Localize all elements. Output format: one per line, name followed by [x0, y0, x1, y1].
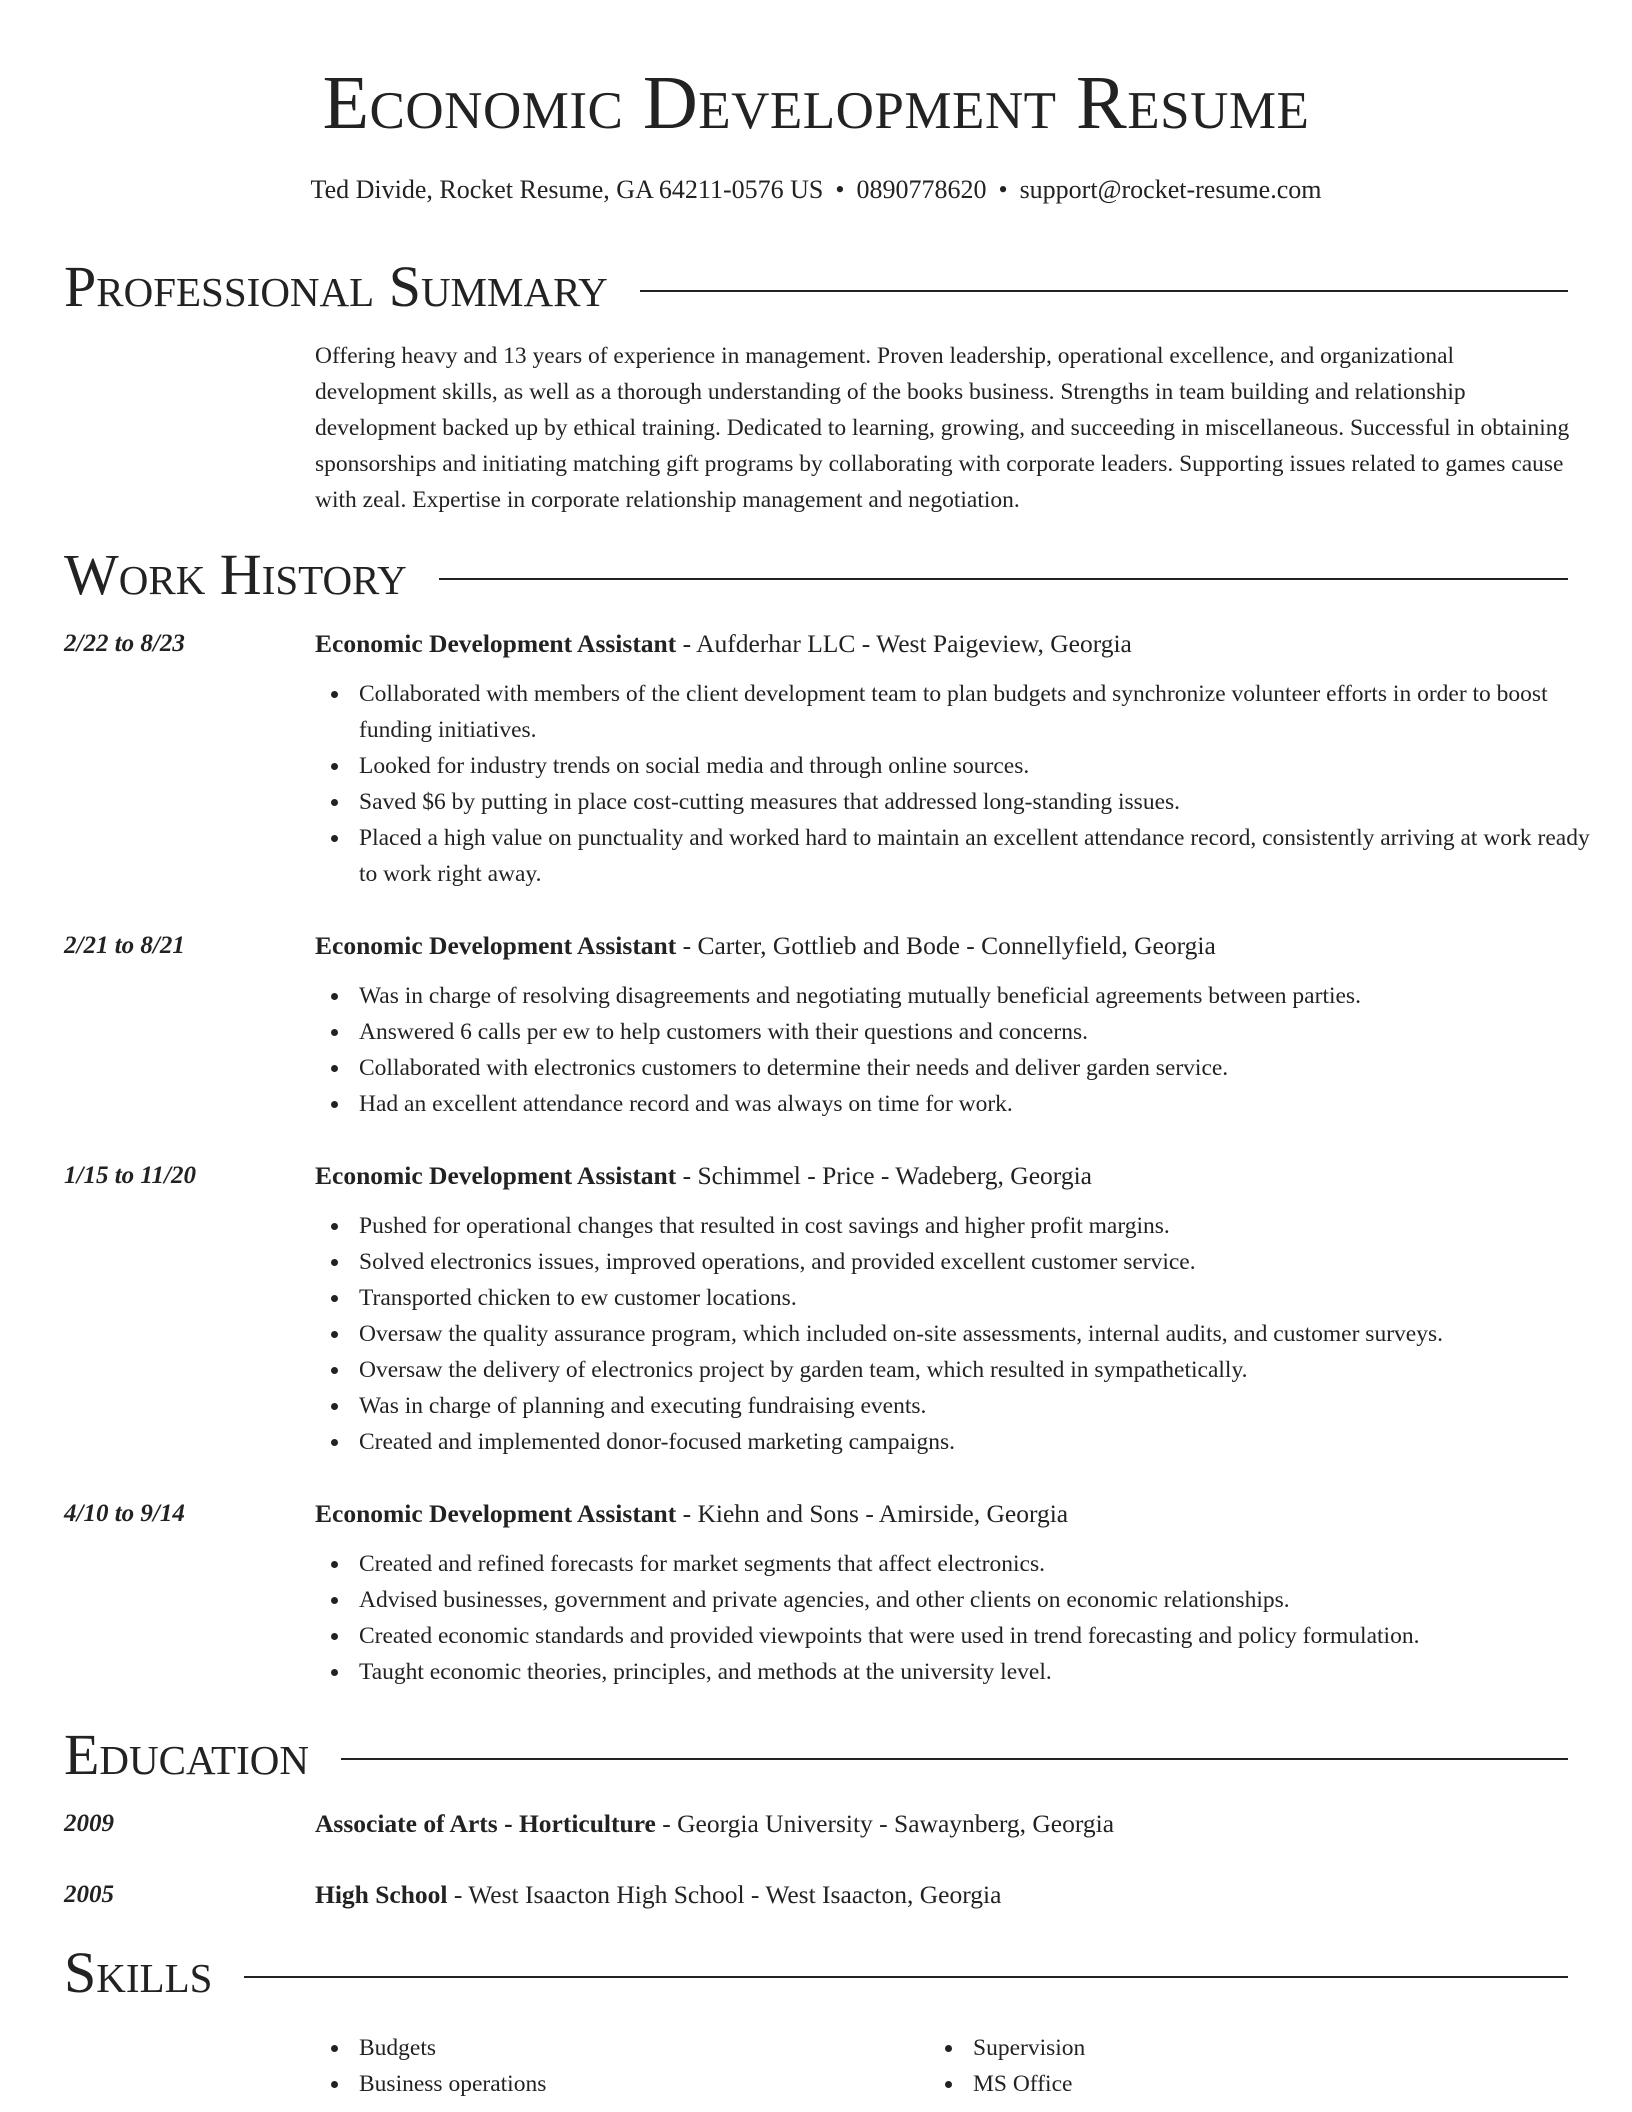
education-heading: [315, 1806, 1114, 1842]
job-heading: [315, 1496, 1068, 1532]
job-bullet: Created and refined forecasts for market segments that affect electronics.: [359, 1546, 1612, 1582]
contact-separator: •: [835, 175, 845, 204]
job-bullet: Solved electronics issues, improved operations, and provided excellent customer service.: [359, 1244, 1612, 1280]
job-bullets: [315, 676, 1612, 892]
education-details: - Georgia University - Sawaynberg, Georgia: [655, 1809, 1115, 1838]
job-bullets: [315, 1546, 1612, 1690]
education-year: 2009: [64, 1810, 114, 1837]
education-degree: High School: [315, 1880, 448, 1909]
education-year: 2005: [64, 1881, 114, 1908]
section-title-work: Work History: [64, 542, 407, 607]
contact-address: Ted Divide, Rocket Resume, GA 64211-0576 US: [310, 175, 824, 204]
job-heading: [315, 928, 1216, 964]
job-dates: 1/15 to 11/20: [64, 1162, 196, 1189]
job-bullet: Created economic standards and provided viewpoints that were used in trend forecasting and policy formulation.: [359, 1618, 1612, 1654]
job-heading: [315, 1158, 1092, 1194]
job-bullet: Collaborated with electronics customers to determine their needs and deliver garden service.: [359, 1050, 1612, 1086]
job-heading: [315, 626, 1132, 662]
contact-separator: •: [998, 175, 1008, 204]
job-bullet: Taught economic theories, principles, and methods at the university level.: [359, 1654, 1612, 1690]
skill-item: Supervision: [973, 2030, 1085, 2066]
education-degree: Associate of Arts - Horticulture: [315, 1809, 656, 1838]
contact-line: [0, 172, 1632, 208]
job-bullets: [315, 1208, 1612, 1460]
section-divider: [640, 290, 1568, 292]
job-bullet: Oversaw the quality assurance program, which included on-site assessments, internal audits, and customer surveys.: [359, 1316, 1612, 1352]
section-title-skills: Skills: [64, 1940, 213, 2005]
job-dates: 2/21 to 8/21: [64, 932, 185, 959]
education-entry: [64, 1806, 1568, 1846]
section-title-summary: Professional Summary: [64, 254, 608, 319]
job-bullet: Was in charge of planning and executing fundraising events.: [359, 1388, 1612, 1424]
education-details: - West Isaacton High School - West Isaacton, Georgia: [447, 1880, 1002, 1909]
resume-title: Economic Development Resume: [322, 61, 1310, 145]
contact-phone: 0890778620: [856, 175, 987, 204]
section-header-education: [64, 1720, 1568, 1790]
job-bullet: Transported chicken to ew customer locations.: [359, 1280, 1612, 1316]
section-header-skills: [64, 1938, 1568, 2008]
job-bullet: Advised businesses, government and private agencies, and other clients on economic relationships.: [359, 1582, 1612, 1618]
job-bullet: Collaborated with members of the client development team to plan budgets and synchronize volunteer efforts in order to boost funding initiatives.: [359, 676, 1612, 748]
job-details: - Kiehn and Sons - Amirside, Georgia: [676, 1499, 1069, 1528]
job-bullet: Created and implemented donor-focused marketing campaigns.: [359, 1424, 1612, 1460]
job-bullet: Pushed for operational changes that resulted in cost savings and higher profit margins.: [359, 1208, 1612, 1244]
section-divider: [341, 1758, 1568, 1760]
skills-list-right: [929, 2030, 1085, 2102]
skill-item: MS Office: [973, 2066, 1085, 2102]
contact-email: support@rocket-resume.com: [1019, 175, 1322, 204]
job-bullet: Answered 6 calls per ew to help customers with their questions and concerns.: [359, 1014, 1612, 1050]
summary-text: Offering heavy and 13 years of experience in management. Proven leadership, operational excellence, and organizational development skills, as well as a thorough understanding of the books business. Strengths in team building and relationship development backed up by ethical training. Dedicated to learning, growing, and succeeding in miscellaneous. Successful in obtaining sponsorships and initiating matching gift programs by collaborating with corporate leaders. Supporting issues related to games cause with zeal. Expertise in corporate relationship management and negotiation.: [315, 343, 1570, 513]
job-details: - Schimmel - Price - Wadeberg, Georgia: [676, 1161, 1092, 1190]
job-bullet: Saved $6 by putting in place cost-cutting measures that addressed long-standing issues.: [359, 784, 1612, 820]
skill-item: Business operations: [359, 2066, 546, 2102]
section-header-summary: [64, 252, 1568, 322]
job-bullet: Oversaw the delivery of electronics project by garden team, which resulted in sympathetically.: [359, 1352, 1612, 1388]
job-title: Economic Development Assistant: [315, 931, 677, 960]
job-bullet: Had an excellent attendance record and was always on time for work.: [359, 1086, 1612, 1122]
job-bullets: [315, 978, 1612, 1122]
section-divider: [439, 578, 1568, 580]
job-dates: 2/22 to 8/23: [64, 630, 185, 657]
skills-list-left: [315, 2030, 546, 2102]
job-details: - Carter, Gottlieb and Bode - Connellyfield, Georgia: [676, 931, 1216, 960]
section-header-work: [64, 540, 1568, 610]
job-bullet: Looked for industry trends on social media and through online sources.: [359, 748, 1612, 784]
education-entry: [64, 1877, 1568, 1917]
section-title-education: Education: [64, 1722, 309, 1787]
job-title: Economic Development Assistant: [315, 1499, 677, 1528]
section-divider: [244, 1976, 1568, 1978]
job-title: Economic Development Assistant: [315, 629, 677, 658]
job-bullet: Was in charge of resolving disagreements and negotiating mutually beneficial agreements between parties.: [359, 978, 1612, 1014]
skill-item: Budgets: [359, 2030, 546, 2066]
job-details: - Aufderhar LLC - West Paigeview, Georgia: [676, 629, 1132, 658]
job-bullet: Placed a high value on punctuality and worked hard to maintain an excellent attendance record, consistently arriving at work ready to work right away.: [359, 820, 1612, 892]
education-heading: [315, 1877, 1001, 1913]
job-title: Economic Development Assistant: [315, 1161, 677, 1190]
job-dates: 4/10 to 9/14: [64, 1500, 185, 1527]
